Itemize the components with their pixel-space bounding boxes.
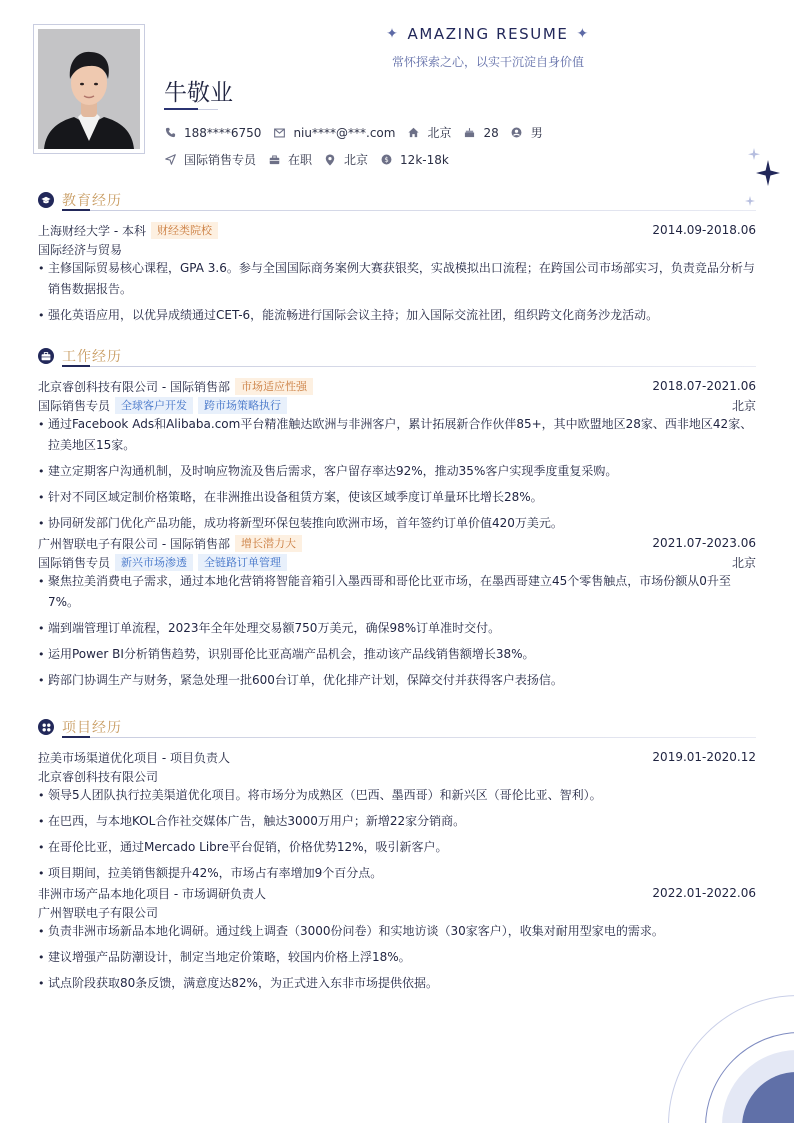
cake-icon <box>463 127 475 139</box>
resume-motto: 常怀探索之心，以实干沉淀自身价值 <box>391 55 584 69</box>
list-item: • 端到端管理订单流程，2023年全年处理交易额750万美元，确保98%订单准时交付。 <box>38 618 756 639</box>
coin-icon <box>380 154 392 166</box>
gender-value: 男 <box>530 126 543 140</box>
job-intent-row <box>164 151 461 168</box>
home-icon <box>407 127 419 139</box>
education-header <box>38 188 756 212</box>
phone-icon <box>164 127 176 139</box>
city-value: 北京 <box>344 153 369 167</box>
list-item: • 主修国际贸易核心课程，GPA 3.6。参与全国国际商务案例大赛获银奖，实战模拟出口流程；在跨国公司市场部实习，负责竞品分析与销售数据报告。 <box>38 258 756 300</box>
work-section <box>38 344 756 696</box>
decor-ring-bottom-inner <box>705 1032 794 1123</box>
education-major-row <box>38 240 756 258</box>
projects-section <box>38 715 756 999</box>
project-entry-head <box>38 883 756 903</box>
decor-circle-bottom <box>742 1072 794 1123</box>
decor-circle-bottom-light <box>722 1050 794 1123</box>
skill-tag: 全链路订单管理 <box>198 554 287 571</box>
work-date: 2021.07-2023.06 <box>652 536 756 550</box>
contact-gender <box>511 124 543 141</box>
intent-city <box>324 151 368 168</box>
education-bullets <box>38 258 756 326</box>
diamond-star-icon: ✦ <box>576 26 590 42</box>
education-date: 2014.09-2018.06 <box>652 223 756 237</box>
education-title: 教育经历 <box>62 193 122 209</box>
email-address: niu****@***.com <box>293 125 396 140</box>
diamond-star-icon: ✦ <box>386 26 400 42</box>
work-bullets <box>38 414 756 534</box>
work-entry <box>38 376 756 534</box>
list-item: • 通过Facebook Ads和Alibaba.com平台精准触达欧洲与非洲客户，累计拓展新合作伙伴85+，其中欧盟地区28家、西非地区42家、拉美地区15家。 <box>38 414 756 456</box>
contact-age <box>463 126 498 140</box>
company-name: 北京睿创科技有限公司 - 国际销售部 <box>38 379 230 394</box>
profile-photo <box>38 29 140 149</box>
project-company: 北京睿创科技有限公司 <box>38 769 159 784</box>
list-item: • 聚焦拉美消费电子需求，通过本地化营销将智能音箱引入墨西哥和哥伦比亚市场，在墨西哥建立45个零售触点，市场份额从0升至7%。 <box>38 571 756 613</box>
skill-tag: 全球客户开发 <box>115 397 193 414</box>
decor-ring-bottom-outer <box>668 995 794 1123</box>
school-tag: 财经类院校 <box>151 222 218 239</box>
phone-number: 188****6750 <box>184 125 262 140</box>
svg-text:$: $ <box>383 155 389 164</box>
company-tag: 市场适应性强 <box>235 378 313 395</box>
briefcase-icon <box>268 154 280 166</box>
list-item: • 建议增强产品防潮设计，制定当地定价策略，较国内价格上浮18%。 <box>38 947 756 968</box>
list-item: • 跨部门协调生产与财务，紧急处理一批600台订单，优化排产计划，保障交付并获得客户表扬信。 <box>38 670 756 691</box>
name-underline <box>164 108 198 110</box>
company-name: 广州智联电子有限公司 - 国际销售部 <box>38 536 230 551</box>
name-underline-light <box>198 109 218 110</box>
list-item: • 针对不同区域定制价格策略，在非洲推出设备租赁方案，使该区域季度订单量环比增长28%。 <box>38 487 756 508</box>
contact-location <box>407 124 451 141</box>
project-company: 广州智联电子有限公司 <box>38 905 159 920</box>
resume-banner <box>385 25 591 43</box>
project-entry <box>38 747 756 884</box>
list-item: • 负责非洲市场新品本地化调研。通过线上调查（3000份问卷）和实地访谈（30家客户），收集对耐用型家电的需求。 <box>38 921 756 942</box>
project-bullets <box>38 921 756 994</box>
list-item: • 协同研发部门优化产品功能，成功将新型环保包装推向欧洲市场，首年签约订单价值420万美元。 <box>38 513 756 534</box>
project-name: 拉美市场渠道优化项目 - 项目负责人 <box>38 750 230 765</box>
map-pin-icon <box>324 154 336 166</box>
skill-tag: 新兴市场渗透 <box>115 554 193 571</box>
major-name: 国际经济与贸易 <box>38 242 123 257</box>
skill-tag: 跨市场策略执行 <box>198 397 287 414</box>
age-value: 28 <box>483 125 499 140</box>
intent-status <box>268 151 312 168</box>
work-title: 工作经历 <box>62 349 122 365</box>
list-item: • 强化英语应用，以优异成绩通过CET-6，能流畅进行国际会议主持；加入国际交流社团，组织跨文化商务沙龙活动。 <box>38 305 756 326</box>
position-value: 国际销售专员 <box>184 153 257 167</box>
briefcase-icon <box>38 348 54 364</box>
projects-header <box>38 715 756 739</box>
work-bullets <box>38 571 756 691</box>
list-item: • 项目期间，拉美销售额提升42%，市场占有率增加9个百分点。 <box>38 863 756 884</box>
role-name: 国际销售专员 <box>38 398 111 413</box>
profile-photo-frame <box>33 24 145 154</box>
education-section <box>38 188 756 331</box>
work-entry-head <box>38 376 756 396</box>
section-divider <box>62 366 756 367</box>
work-role-row <box>38 553 756 571</box>
graduation-cap-icon <box>38 192 54 208</box>
project-date: 2019.01-2020.12 <box>652 750 756 764</box>
section-divider <box>62 737 756 738</box>
send-icon <box>164 154 176 166</box>
project-company-row <box>38 903 756 921</box>
work-header <box>38 344 756 368</box>
work-location: 北京 <box>731 555 756 570</box>
section-divider-accent <box>62 736 90 738</box>
resume-banner-title: AMAZING RESUME <box>407 25 569 43</box>
list-item: • 领导5人团队执行拉美渠道优化项目。将市场分为成熟区（巴西、墨西哥）和新兴区（哥伦比亚、智利）。 <box>38 785 756 806</box>
work-location: 北京 <box>731 398 756 413</box>
role-name: 国际销售专员 <box>38 555 111 570</box>
project-entry-head <box>38 747 756 767</box>
education-entry-head <box>38 220 756 240</box>
school-name: 上海财经大学 - 本科 <box>38 223 146 238</box>
projects-title: 项目经历 <box>62 720 122 736</box>
section-divider-accent <box>62 209 90 211</box>
mail-icon <box>273 127 285 139</box>
contact-row <box>164 124 555 141</box>
status-value: 在职 <box>288 153 313 167</box>
intent-position <box>164 151 256 168</box>
salary-value: 12k-18k <box>400 152 449 167</box>
work-role-row <box>38 396 756 414</box>
project-entry <box>38 883 756 994</box>
project-date: 2022.01-2022.06 <box>652 886 756 900</box>
education-entry <box>38 220 756 326</box>
project-name: 非洲市场产品本地化项目 - 市场调研负责人 <box>38 886 266 901</box>
list-item: • 在哥伦比亚，通过Mercado Libre平台促销，价格优势12%，吸引新客户。 <box>38 837 756 858</box>
contact-email <box>273 126 395 140</box>
section-divider-accent <box>62 365 90 367</box>
work-date: 2018.07-2021.06 <box>652 379 756 393</box>
user-circle-icon <box>511 127 523 139</box>
list-item: • 在巴西，与本地KOL合作社交媒体广告，触达3000万用户；新增22家分销商。 <box>38 811 756 832</box>
home-location: 北京 <box>427 126 452 140</box>
list-item: • 运用Power BI分析销售趋势，识别哥伦比亚高端产品机会，推动该产品线销售额增长38%。 <box>38 644 756 665</box>
work-entry <box>38 533 756 691</box>
project-company-row <box>38 767 756 785</box>
section-divider <box>62 210 756 211</box>
list-item: • 建立定期客户沟通机制，及时响应物流及售后需求，客户留存率达92%，推动35%客户实现季度重复采购。 <box>38 461 756 482</box>
company-tag: 增长潜力大 <box>235 535 302 552</box>
list-item: • 试点阶段获取80条反馈，满意度达82%，为正式进入东非市场提供依据。 <box>38 973 756 994</box>
contact-phone <box>164 126 261 140</box>
project-bullets <box>38 785 756 884</box>
candidate-name: 牛敬业 <box>164 80 233 106</box>
intent-salary <box>380 153 449 167</box>
grid-icon <box>38 719 54 735</box>
work-entry-head <box>38 533 756 553</box>
